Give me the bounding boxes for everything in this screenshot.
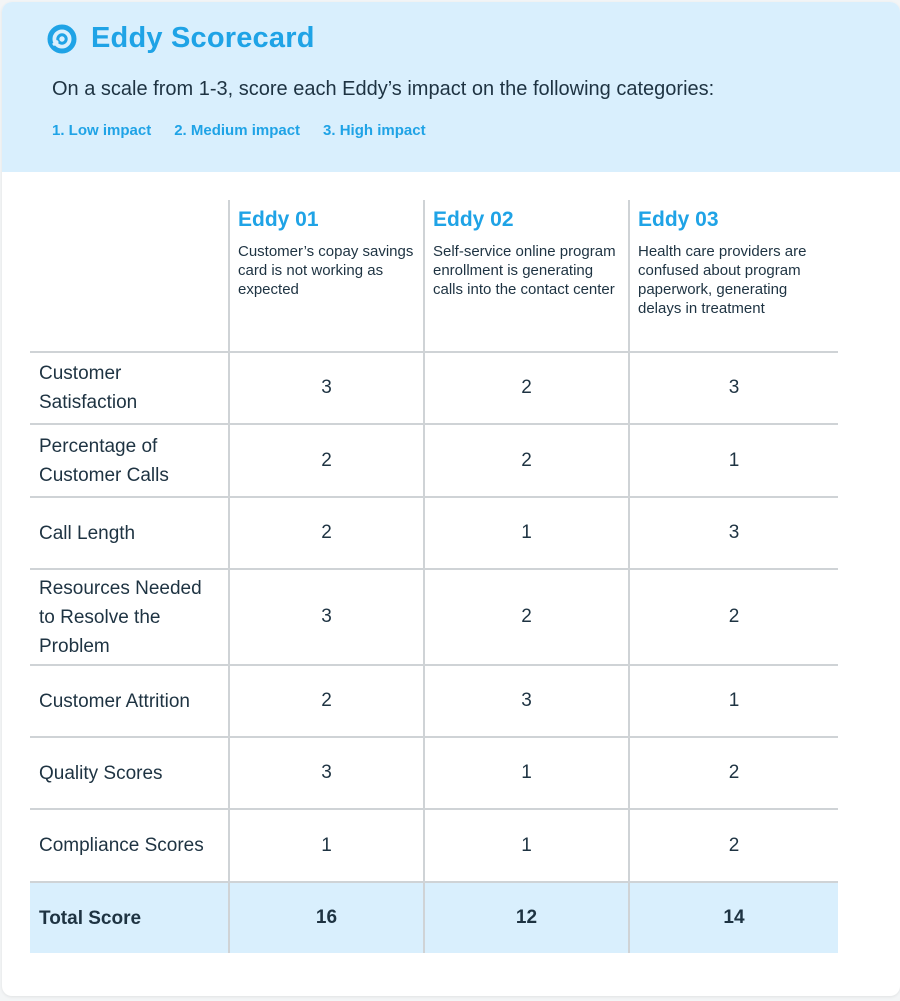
score-cell: 2: [229, 497, 424, 569]
total-score-row: [30, 882, 838, 953]
score-cell: 1: [424, 809, 629, 882]
legend-medium-impact: 2. Medium impact: [174, 122, 301, 139]
spiral-eddy-icon: [47, 24, 77, 54]
page-title: Eddy Scorecard: [91, 22, 315, 54]
impact-legend: [52, 122, 426, 139]
table-row: [30, 665, 838, 737]
row-label: Customer Attrition: [30, 665, 229, 737]
eddy-name: Eddy 02: [433, 208, 514, 231]
score-cell: 1: [229, 809, 424, 882]
score-cell: 2: [424, 424, 629, 497]
table-row: [30, 737, 838, 809]
row-label: Resources Needed to Resolve the Problem: [30, 569, 229, 665]
score-cell: 3: [424, 665, 629, 737]
eddy-description: Health care providers are confused about program paperwork, generating delays in treatment: [638, 243, 807, 317]
score-cell: 2: [629, 809, 838, 882]
legend-high-impact: 3. High impact: [323, 122, 426, 139]
score-cell: 2: [629, 737, 838, 809]
score-cell: 3: [229, 352, 424, 424]
corner-cell: [30, 200, 229, 352]
table-row: [30, 424, 838, 497]
score-cell: 2: [629, 569, 838, 665]
score-cell: 3: [629, 352, 838, 424]
scorecard-header: [2, 2, 900, 172]
row-label: Compliance Scores: [30, 809, 229, 882]
total-score-cell: 12: [424, 882, 629, 953]
table-header-row: [30, 200, 838, 352]
total-score-cell: 16: [229, 882, 424, 953]
eddy-description: Self-service online program enrollment is generating calls into the contact center: [433, 243, 616, 298]
row-label: Customer Satisfaction: [30, 352, 229, 424]
table-row: [30, 497, 838, 569]
legend-low-impact: 1. Low impact: [52, 122, 152, 139]
table-row: [30, 569, 838, 665]
score-cell: 2: [424, 352, 629, 424]
column-header-eddy-01: [229, 200, 424, 352]
column-header-eddy-02: [424, 200, 629, 352]
total-score-cell: 14: [629, 882, 838, 953]
eddy-name: Eddy 03: [638, 208, 719, 231]
score-cell: 1: [424, 737, 629, 809]
row-label: Percentage of Customer Calls: [30, 424, 229, 497]
table-row: [30, 809, 838, 882]
table-row: [30, 352, 838, 424]
scorecard-card: [2, 2, 900, 996]
row-label: Call Length: [30, 497, 229, 569]
score-cell: 3: [229, 569, 424, 665]
score-cell: 1: [629, 665, 838, 737]
score-cell: 1: [629, 424, 838, 497]
total-label: Total Score: [30, 882, 229, 953]
eddy-name: Eddy 01: [238, 208, 319, 231]
score-cell: 2: [229, 665, 424, 737]
title-row: [47, 22, 315, 55]
score-cell: 1: [424, 497, 629, 569]
score-cell: 2: [229, 424, 424, 497]
scorecard-table: [30, 200, 838, 953]
score-cell: 2: [424, 569, 629, 665]
eddy-description: Customer’s copay savings card is not working as expected: [238, 243, 414, 298]
column-header-eddy-03: [629, 200, 838, 352]
instructions-text: On a scale from 1-3, score each Eddy’s impact on the following categories:: [52, 78, 715, 100]
score-cell: 3: [629, 497, 838, 569]
row-label: Quality Scores: [30, 737, 229, 809]
score-cell: 3: [229, 737, 424, 809]
